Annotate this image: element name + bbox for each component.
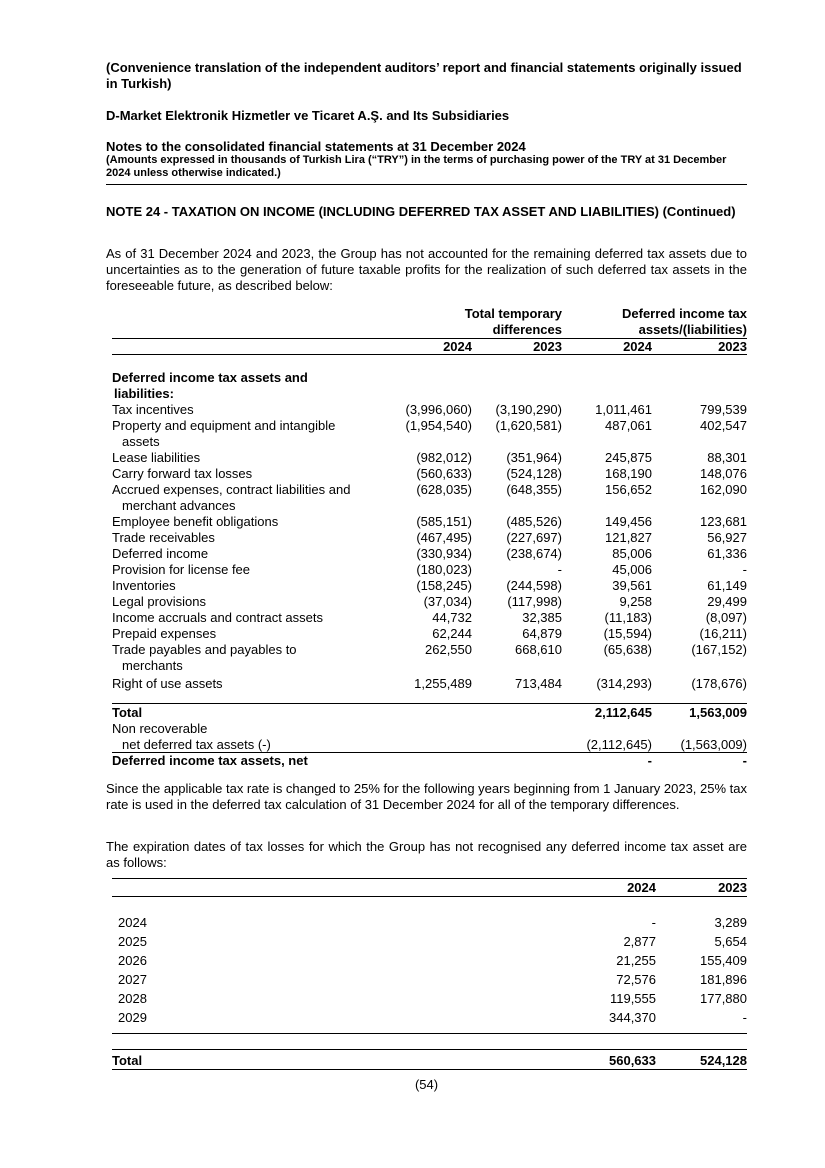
translation-note: (Convenience translation of the independent auditors’ report and financial statements originally issued in Turkish)	[106, 60, 742, 91]
row-year: 2028	[118, 991, 147, 1006]
row-value: 156,652	[605, 482, 652, 497]
row-label: Income accruals and contract assets	[112, 610, 323, 625]
total-row	[112, 1053, 747, 1069]
total-value: 1,563,009	[689, 705, 747, 720]
year-header: 2024	[627, 880, 656, 895]
table-row	[112, 642, 747, 658]
row-value: 1,011,461	[595, 402, 652, 417]
table-divider	[112, 896, 747, 897]
row-value: (11,183)	[604, 610, 652, 625]
row-value: (227,697)	[506, 530, 562, 545]
page-number: (54)	[414, 1077, 439, 1092]
table-row	[112, 676, 747, 692]
row-value: (330,934)	[416, 546, 472, 561]
row-value: 5,654	[714, 934, 747, 949]
row-label: Deferred income	[112, 546, 209, 561]
group-header-temporary-2: differences	[492, 322, 562, 337]
row-value: 121,827	[605, 530, 652, 545]
row-value: (3,190,290)	[495, 402, 562, 417]
row-value: (467,495)	[416, 530, 472, 545]
section-title-line2: liabilities:	[114, 386, 174, 401]
row-label: Employee benefit obligations	[112, 514, 279, 529]
row-value: 29,499	[707, 594, 747, 609]
row-year: 2029	[118, 1010, 147, 1025]
row-value: 21,255	[616, 953, 656, 968]
table-group-header	[112, 306, 747, 322]
row-value: (1,954,540)	[405, 418, 472, 433]
row-year: 2026	[118, 953, 147, 968]
group-header-deferred: Deferred income tax	[622, 306, 747, 321]
table-divider	[112, 878, 747, 879]
section-title	[112, 370, 747, 386]
company-name: D-Market Elektronik Hizmetler ve Ticaret A.Ş. and Its Subsidiaries	[106, 108, 510, 123]
total-label: Total	[112, 1053, 143, 1068]
table-row	[112, 450, 747, 466]
header-divider	[106, 184, 747, 185]
table-row-continuation	[112, 434, 747, 450]
row-value: 245,875	[605, 450, 652, 465]
year-header-row	[112, 339, 747, 355]
notes-title: Notes to the consolidated financial statements at 31 December 2024	[106, 139, 526, 154]
row-value: (117,998)	[507, 594, 562, 609]
row-year: 2025	[118, 934, 147, 949]
row-value: 262,550	[425, 642, 472, 657]
row-value: (1,620,581)	[495, 418, 562, 433]
row-value: (648,355)	[506, 482, 562, 497]
table-row	[112, 915, 747, 931]
table-row	[112, 991, 747, 1007]
row-label-continuation: merchants	[122, 658, 183, 673]
row-value: 487,061	[605, 418, 652, 433]
row-value: 799,539	[700, 402, 747, 417]
row-value: (3,996,060)	[405, 402, 472, 417]
net-value: -	[742, 753, 747, 768]
row-value: -	[742, 1010, 747, 1025]
tax-rate-paragraph: Since the applicable tax rate is changed to 25% for the following years beginning from 1 January 2023, 25% tax rate is used in the deferred tax calculation of 31 December 2024 for all of the temporary differences.	[106, 781, 748, 812]
table-row	[112, 626, 747, 642]
table-divider	[112, 703, 747, 704]
row-value: (37,034)	[423, 594, 472, 609]
row-label: Accrued expenses, contract liabilities and	[112, 482, 351, 497]
row-value: 62,244	[432, 626, 472, 641]
total-row	[112, 705, 747, 721]
net-value: -	[647, 753, 652, 768]
nonrecoverable-row	[112, 721, 747, 737]
row-value: 119,555	[609, 991, 656, 1006]
row-value: 162,090	[700, 482, 747, 497]
row-value: 61,336	[707, 546, 747, 561]
row-year: 2024	[118, 915, 147, 930]
row-value: 149,456	[605, 514, 652, 529]
year-header: 2023	[718, 880, 747, 895]
table-row	[112, 402, 747, 418]
row-value: 88,301	[707, 450, 747, 465]
row-value: (158,245)	[416, 578, 472, 593]
group-header-temporary: Total temporary	[464, 306, 562, 321]
row-value: (178,676)	[691, 676, 747, 691]
total-value: 524,128	[700, 1053, 747, 1068]
row-value: (8,097)	[705, 610, 747, 625]
group-header-deferred-2: assets/(liabilities)	[638, 322, 747, 337]
row-year: 2027	[118, 972, 147, 987]
row-value: -	[742, 562, 747, 577]
year-header: 2024	[443, 339, 472, 354]
row-label: Right of use assets	[112, 676, 223, 691]
table-row	[112, 578, 747, 594]
table-divider	[112, 1049, 747, 1050]
row-label: Provision for license fee	[112, 562, 251, 577]
row-value: 2,877	[623, 934, 656, 949]
row-value: 72,576	[616, 972, 656, 987]
row-value: (982,012)	[416, 450, 472, 465]
row-value: 668,610	[515, 642, 562, 657]
year-header: 2023	[718, 339, 747, 354]
row-value: 56,927	[707, 530, 747, 545]
row-label: Trade payables and payables to	[112, 642, 297, 657]
row-value: 402,547	[700, 418, 747, 433]
row-label: Prepaid expenses	[112, 626, 217, 641]
expiry-paragraph: The expiration dates of tax losses for which the Group has not recognised any deferred income tax asset are as follows:	[106, 839, 747, 870]
row-value: (628,035)	[416, 482, 472, 497]
row-value: 64,879	[522, 626, 562, 641]
nonrecoverable-value: (1,563,009)	[680, 737, 747, 752]
row-value: (244,598)	[506, 578, 562, 593]
row-value: 9,258	[619, 594, 652, 609]
row-label: Lease liabilities	[112, 450, 201, 465]
section-title	[112, 386, 747, 402]
table-divider	[112, 1069, 747, 1070]
row-value: 44,732	[432, 610, 472, 625]
section-title-line1: Deferred income tax assets and	[112, 370, 308, 385]
row-value: (560,633)	[416, 466, 472, 481]
table-row	[112, 594, 747, 610]
table-row	[112, 482, 747, 498]
row-value: (485,526)	[506, 514, 562, 529]
row-value: 39,561	[612, 578, 652, 593]
row-value: (65,638)	[603, 642, 652, 657]
row-label-continuation: assets	[122, 434, 160, 449]
table-group-header	[112, 322, 747, 338]
row-value: (167,152)	[691, 642, 747, 657]
year-header: 2023	[533, 339, 562, 354]
row-value: 181,896	[700, 972, 747, 987]
row-value: 148,076	[700, 466, 747, 481]
table-row	[112, 418, 747, 434]
net-label: Deferred income tax assets, net	[112, 753, 308, 768]
row-value: (314,293)	[596, 676, 652, 691]
row-value: (524,128)	[506, 466, 562, 481]
table-row	[112, 546, 747, 562]
table-row	[112, 1010, 747, 1026]
table-row	[112, 934, 747, 950]
table-row	[112, 953, 747, 969]
table-row	[112, 972, 747, 988]
row-value: 1,255,489	[414, 676, 472, 691]
row-value: -	[557, 562, 562, 577]
row-value: (16,211)	[699, 626, 747, 641]
row-value: (180,023)	[416, 562, 472, 577]
row-value: 155,409	[700, 953, 747, 968]
intro-paragraph: As of 31 December 2024 and 2023, the Group has not accounted for the remaining deferred tax assets due to uncertainties as to the generation of future taxable profits for the realization of such deferred tax assets in the foreseeable future, as described below:	[106, 246, 747, 293]
row-value: 123,681	[700, 514, 747, 529]
row-value: (15,594)	[603, 626, 652, 641]
total-value: 560,633	[609, 1053, 656, 1068]
row-label: Trade receivables	[112, 530, 215, 545]
nonrecoverable-label-2: net deferred tax assets (-)	[122, 737, 271, 752]
row-value: 32,385	[522, 610, 562, 625]
row-label: Property and equipment and intangible	[112, 418, 336, 433]
row-label: Inventories	[112, 578, 176, 593]
row-value: 344,370	[609, 1010, 656, 1025]
row-value: (585,151)	[416, 514, 472, 529]
row-value: 45,006	[612, 562, 652, 577]
row-label-continuation: merchant advances	[122, 498, 236, 513]
table-row-continuation	[112, 498, 747, 514]
row-value: 85,006	[612, 546, 652, 561]
table-divider	[112, 1033, 747, 1034]
table-row	[112, 562, 747, 578]
table-row-continuation	[112, 658, 747, 674]
row-value: (238,674)	[506, 546, 562, 561]
row-value: 3,289	[714, 915, 747, 930]
row-value: 61,149	[707, 578, 747, 593]
table-row	[112, 530, 747, 546]
amounts-note: (Amounts expressed in thousands of Turkish Lira (“TRY”) in the terms of purchasing power of the TRY at 31 December 2024 unless otherwise indicated.)	[106, 154, 727, 179]
table-row	[112, 610, 747, 626]
row-value: (351,964)	[506, 450, 562, 465]
year-header-row	[112, 880, 747, 896]
row-label: Carry forward tax losses	[112, 466, 253, 481]
row-value: 177,880	[700, 991, 747, 1006]
note-title: NOTE 24 - TAXATION ON INCOME (INCLUDING DEFERRED TAX ASSET AND LIABILITIES) (Continued)	[106, 204, 736, 219]
row-value: 168,190	[605, 466, 652, 481]
row-label: Legal provisions	[112, 594, 206, 609]
table-row	[112, 466, 747, 482]
total-label: Total	[112, 705, 143, 720]
table-row	[112, 514, 747, 530]
year-header: 2024	[623, 339, 652, 354]
nonrecoverable-label: Non recoverable	[112, 721, 208, 736]
table-divider	[112, 354, 747, 355]
nonrecoverable-value: (2,112,645)	[586, 737, 652, 752]
nonrecoverable-row	[112, 737, 747, 753]
row-value: 713,484	[515, 676, 562, 691]
net-row	[112, 753, 747, 769]
row-value: -	[651, 915, 656, 930]
total-value: 2,112,645	[594, 705, 652, 720]
row-label: Tax incentives	[112, 402, 194, 417]
